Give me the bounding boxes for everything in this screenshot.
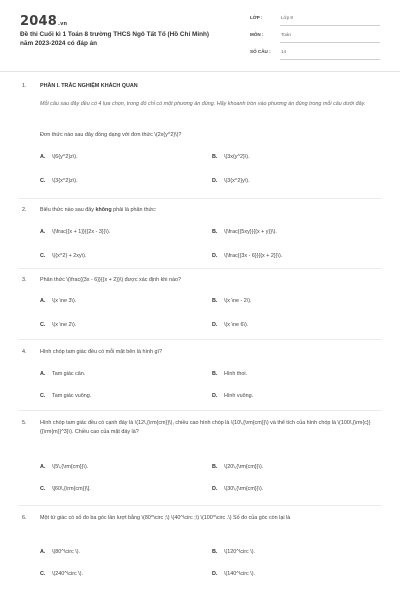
question-number: 4. xyxy=(22,349,27,355)
option-letter: D. xyxy=(212,322,218,328)
option-c[interactable] xyxy=(40,177,78,186)
section-instruction: Mỗi câu sau đây đều có 4 lựa chọn, trong đó chỉ có một phương án đúng. Hãy khoanh tròn vào phương án đúng trong mỗi câu dưới đây. xyxy=(40,101,366,107)
option-letter: D. xyxy=(212,178,218,184)
option-b[interactable] xyxy=(212,463,263,472)
question-number: 2. xyxy=(22,207,27,213)
option-text: \(5\,{\rm{cm}}\). xyxy=(52,464,89,470)
option-text: \(\frac{{x + 1}}{{2x - 3}}\). xyxy=(52,229,111,235)
option-c[interactable] xyxy=(40,570,83,579)
option-text: \(x \ne - 2\). xyxy=(224,298,252,304)
question-number: 1. xyxy=(22,83,27,89)
option-a[interactable] xyxy=(40,153,78,162)
question-text: Hình chóp tam giác đều có cạnh đáy là \(12\,{\rm{cm}}\), chiều cao hình chóp là \(10\,{\rm{cm}}\) và thể tích của hình chóp là \(100\,{\rm{c}}{{\rm{m}}^3}\). Chiều cao của mặt đáy là? xyxy=(40,420,371,435)
option-text: Tam giác vuông. xyxy=(52,393,92,399)
question-number: 6. xyxy=(22,515,27,521)
option-letter: A. xyxy=(40,154,46,160)
question-text-emphasis: không xyxy=(95,207,112,213)
question-divider xyxy=(18,410,382,411)
question-text: Hình chóp tam giác đều có mỗi mặt bên là hình gì? xyxy=(40,349,162,355)
option-letter: A. xyxy=(40,549,46,555)
site-logo[interactable] xyxy=(20,14,67,29)
option-a[interactable] xyxy=(40,548,80,557)
meta-value: Lớp 8 xyxy=(280,13,380,26)
option-text: Tam giác cân. xyxy=(52,371,86,377)
option-letter: B. xyxy=(212,549,218,555)
option-letter: B. xyxy=(212,371,218,377)
option-text: \[60\,{\rm{cm}}\]. xyxy=(52,486,91,492)
question-number: 5. xyxy=(22,420,27,426)
option-d[interactable] xyxy=(212,252,282,261)
option-text: Hình thoi. xyxy=(224,371,248,377)
question-divider xyxy=(18,268,382,269)
option-letter: C. xyxy=(40,253,46,259)
question-1 xyxy=(0,82,400,192)
meta-value: 14 xyxy=(280,47,380,60)
option-letter: B. xyxy=(212,464,218,470)
option-text: \(80^\circ \). xyxy=(52,549,80,555)
option-letter: C. xyxy=(40,322,46,328)
document-meta xyxy=(250,13,380,64)
option-text: \(120^\circ \). xyxy=(224,549,255,555)
option-text: \(\frac{{5xy}}{{x + y}}\). xyxy=(224,229,277,235)
option-letter: D. xyxy=(212,486,218,492)
option-letter: B. xyxy=(212,229,218,235)
meta-label: MÔN : xyxy=(250,32,264,37)
meta-row-subject xyxy=(250,30,380,47)
meta-label: SỐ CÂU : xyxy=(250,49,271,54)
question-text: Phân thức \(\frac{{3x - 6}}{{x + 2}}\) được xác định khi nào? xyxy=(40,277,181,283)
option-letter: B. xyxy=(212,298,218,304)
option-text: \(20\,{\rm{cm}}\). xyxy=(224,464,264,470)
option-a[interactable] xyxy=(40,297,76,306)
option-letter: A. xyxy=(40,464,46,470)
question-text: Đơn thức nào sau đây đồng dạng với đơn thức \(2x{y^2}\)? xyxy=(40,132,182,138)
question-2 xyxy=(0,206,400,266)
question-divider xyxy=(18,198,382,199)
option-text: \(\frac{{3x - 6}}{{x + 2}}\). xyxy=(224,253,283,259)
document-title: Đề thi Cuối kì 1 Toán 8 trường THCS Ngô Tất Tố (Hồ Chí Minh) năm 2023-2024 có đáp án xyxy=(20,31,210,47)
question-text xyxy=(40,206,380,215)
question-number: 3. xyxy=(22,277,27,283)
question-text: Một tứ giác có số đo ba góc lần lượt bằng \(80^\circ ;\) \(40^\circ ;\) \(100^\circ .\) Số đo của góc còn lại là xyxy=(40,515,291,521)
option-letter: A. xyxy=(40,229,46,235)
option-letter: D. xyxy=(212,253,218,259)
option-a[interactable] xyxy=(40,370,85,379)
meta-row-count xyxy=(250,47,380,64)
option-letter: A. xyxy=(40,298,46,304)
option-c[interactable] xyxy=(40,321,76,330)
option-text: \(3x{y^2}\). xyxy=(224,154,250,160)
option-text: \(x \ne 2\). xyxy=(52,322,77,328)
option-text: \(140^\circ \). xyxy=(224,571,255,577)
question-4 xyxy=(0,348,400,408)
option-b[interactable] xyxy=(212,548,255,557)
option-text: \(3{x^2}y\). xyxy=(224,178,250,184)
logo-text: 2048 xyxy=(20,14,57,29)
option-c[interactable] xyxy=(40,392,91,401)
question-text-end: phải là phân thức: xyxy=(111,207,157,213)
option-d[interactable] xyxy=(212,485,263,494)
option-c[interactable] xyxy=(40,252,86,261)
option-text: \(6{y^2}z\). xyxy=(52,154,78,160)
option-a[interactable] xyxy=(40,228,110,237)
option-b[interactable] xyxy=(212,153,250,162)
option-text: \({x^2} + 2xy\). xyxy=(52,253,87,259)
option-letter: A. xyxy=(40,371,46,377)
option-text: \(3{x^2}z\). xyxy=(52,178,78,184)
meta-row-class xyxy=(250,13,380,30)
question-divider xyxy=(18,505,382,506)
option-letter: C. xyxy=(40,393,46,399)
question-divider xyxy=(18,339,382,340)
question-6 xyxy=(0,514,400,590)
page-header xyxy=(0,0,400,64)
option-d[interactable] xyxy=(212,177,250,186)
option-letter: D. xyxy=(212,571,218,577)
option-text: \(x \ne 3\). xyxy=(52,298,77,304)
header-divider xyxy=(0,71,400,72)
meta-label: LỚP : xyxy=(250,15,263,20)
option-text: \(x \ne 6\). xyxy=(224,322,249,328)
logo-domain: .vn xyxy=(57,21,68,27)
option-letter: C. xyxy=(40,178,46,184)
section-title: PHẦN I. TRẮC NGHIỆM KHÁCH QUAN xyxy=(40,83,138,89)
option-d[interactable] xyxy=(212,321,248,330)
option-letter: D. xyxy=(212,393,218,399)
option-letter: C. xyxy=(40,486,46,492)
option-b[interactable] xyxy=(212,297,252,306)
option-text: \(30\,{\rm{cm}}\). xyxy=(224,486,264,492)
meta-value: Toán xyxy=(280,30,380,43)
option-text: \(240^\circ \). xyxy=(52,571,83,577)
option-d[interactable] xyxy=(212,570,255,579)
option-b[interactable] xyxy=(212,228,277,237)
option-letter: C. xyxy=(40,571,46,577)
option-letter: B. xyxy=(212,154,218,160)
option-text: Hình vuông. xyxy=(224,393,254,399)
option-c[interactable] xyxy=(40,485,91,494)
option-b[interactable] xyxy=(212,370,247,379)
question-3 xyxy=(0,276,400,336)
question-5 xyxy=(0,419,400,499)
option-d[interactable] xyxy=(212,392,253,401)
question-text-start: Biểu thức nào sau đây xyxy=(40,207,96,213)
option-a[interactable] xyxy=(40,463,88,472)
